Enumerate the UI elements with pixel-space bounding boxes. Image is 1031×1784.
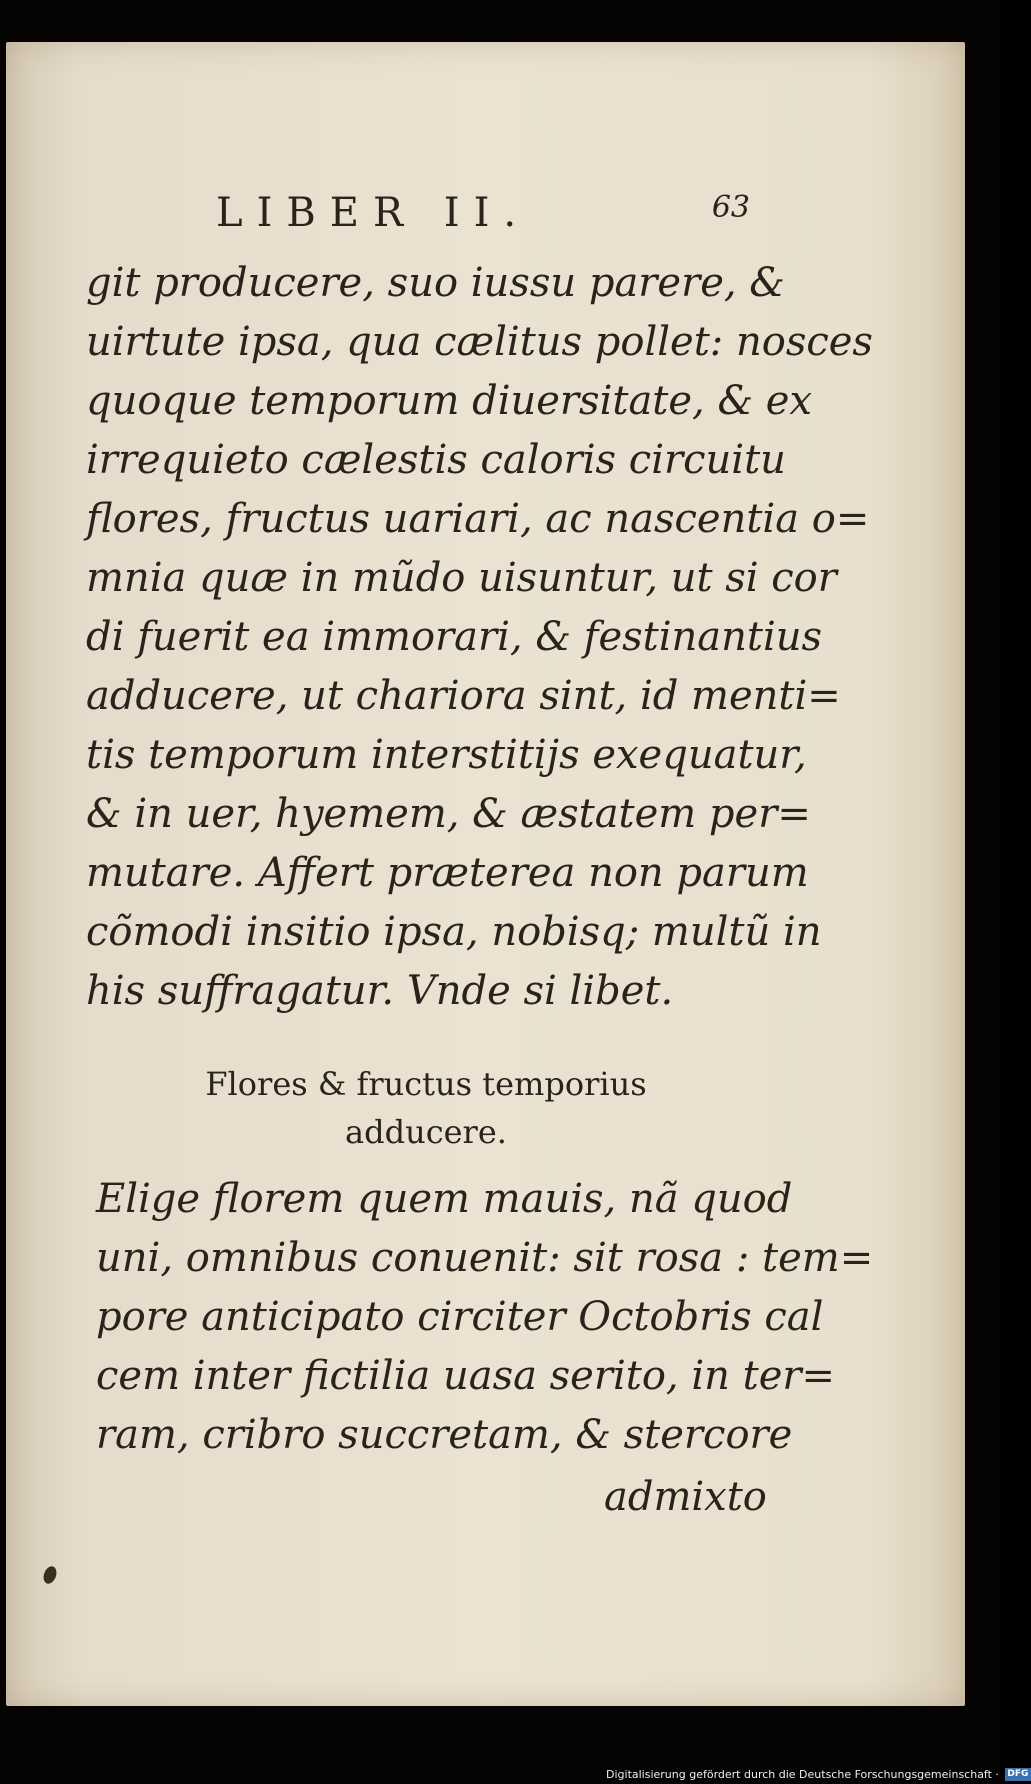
- folio-number: 63: [711, 190, 750, 225]
- text-line: cõmodi insitio ipsa, nobisq; multũ in: [86, 909, 822, 955]
- text-line: & in uer, hyemem, & æstatem per=: [86, 791, 811, 837]
- book-page: [6, 42, 965, 1706]
- text-line: irrequieto cælestis caloris circuitu: [86, 437, 786, 483]
- text-line: mnia quæ in mũdo uisuntur, ut si cor: [86, 555, 837, 601]
- text-line: his suffragatur. Vnde si libet.: [86, 968, 674, 1014]
- text-line: uirtute ipsa, qua cælitus pollet: nosces: [86, 319, 873, 365]
- running-title: LIBER II.: [216, 190, 531, 236]
- catchword: admixto: [604, 1474, 767, 1520]
- text-line: flores, fructus uariari, ac nascentia o=: [86, 496, 870, 542]
- text-line: di fuerit ea immorari, & festinantius: [86, 614, 823, 660]
- body-text: [86, 254, 873, 1021]
- section-heading-line-2: adducere.: [345, 1113, 507, 1151]
- text-line: mutare. Affert præterea non parum: [86, 850, 809, 896]
- text-line: cem inter fictilia uasa serito, in ter=: [96, 1353, 836, 1399]
- body-text-2: [96, 1170, 874, 1465]
- text-line: ram, cribro succretam, & stercore: [96, 1412, 793, 1458]
- text-line: pore anticipato circiter Octobris cal: [96, 1294, 824, 1340]
- text-line: quoque temporum diuersitate, & ex: [86, 378, 813, 424]
- text-line: Elige florem quem mauis, nã quod: [96, 1176, 793, 1222]
- text-line: git producere, suo iussu parere, &: [86, 260, 785, 306]
- ink-stain: [41, 1564, 58, 1585]
- text-line: adducere, ut chariora sint, id menti=: [86, 673, 841, 719]
- dfg-logo-icon: DFG: [1005, 1768, 1031, 1781]
- text-line: tis temporum interstitijs exequatur,: [86, 732, 807, 778]
- footer-text: Digitalisierung gefördert durch die Deutsche Forschungsgemeinschaft ·: [606, 1767, 999, 1781]
- section-heading-line-1: Flores & fructus temporius: [205, 1065, 647, 1103]
- section-heading: [86, 1060, 766, 1156]
- running-head: [198, 190, 758, 250]
- digitization-footer: [606, 1765, 1031, 1783]
- text-line: uni, omnibus conuenit: sit rosa : tem=: [96, 1235, 874, 1281]
